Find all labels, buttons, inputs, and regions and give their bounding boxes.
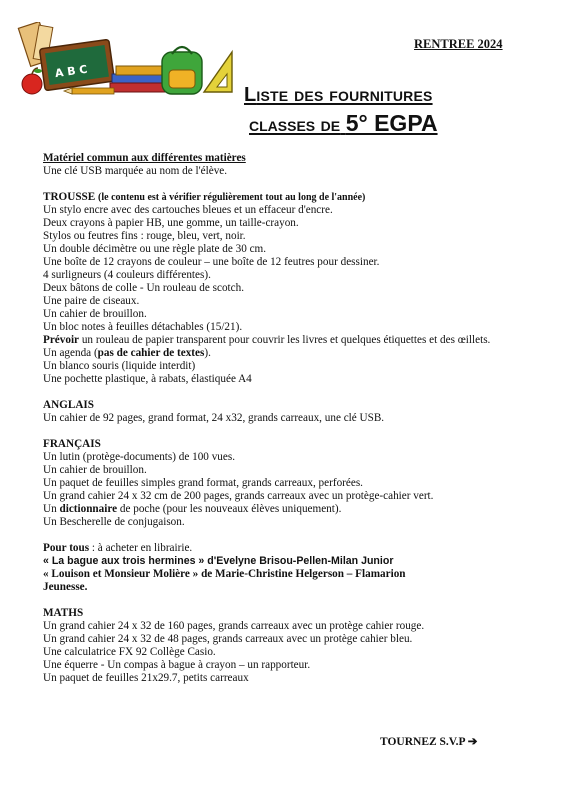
list-item: Un blanco souris (liquide interdit) <box>43 360 196 372</box>
page-title-line2 <box>249 110 438 137</box>
school-year-heading: RENTREE 2024 <box>414 37 503 51</box>
list-item: Une calculatrice FX 92 Collège Casio. <box>43 646 216 658</box>
title-initial: L <box>244 84 257 106</box>
title-classes: classes de <box>249 114 341 136</box>
dico-pre: Un <box>43 503 60 515</box>
list-item: Un paquet de feuilles 21x29.7, petits carreaux <box>43 672 249 684</box>
pencil-icon <box>64 88 114 94</box>
school-supplies-clipart <box>12 22 234 100</box>
prevoir-item <box>43 334 533 347</box>
prevoir-text: un rouleau de papier transparent pour couvrir les livres et quelques étiquettes et des œillets. <box>79 334 491 346</box>
set-square-icon <box>204 52 232 92</box>
chalkboard-icon <box>39 39 114 90</box>
trousse-title: TROUSSE <box>43 191 96 203</box>
list-item: Un cahier de 92 pages, grand format, 24 x32, grands carreaux, une clé USB. <box>43 412 385 424</box>
page-title-line1 <box>244 84 433 107</box>
list-item: Un paquet de feuilles simples grand format, grands carreaux, perforées. <box>43 477 363 489</box>
list-item: Un double décimètre ou une règle plate de 30 cm. <box>43 243 267 255</box>
dico-post: de poche (pour les nouveaux élèves uniquement). <box>117 503 342 515</box>
trousse-note: (le contenu est à vérifier régulièrement tout au long de l'année) <box>98 192 366 203</box>
title-rest: iste des fournitures <box>256 84 433 106</box>
agenda-emphasis: pas de cahier de textes <box>97 347 205 359</box>
prevoir-label: Prévoir <box>43 334 80 346</box>
list-item: Une paire de ciseaux. <box>43 295 140 307</box>
list-item: Stylos ou feutres fins : rouge, bleu, vert, noir. <box>43 230 246 242</box>
list-item: Un grand cahier 24 x 32 cm de 200 pages, grands carreaux avec un protège-cahier vert. <box>43 490 434 502</box>
list-item: Un cahier de brouillon. <box>43 464 147 476</box>
pour-tous-line <box>43 542 533 555</box>
dictionary-item <box>43 503 533 516</box>
trousse-heading <box>43 191 533 204</box>
turn-page-note <box>380 734 477 748</box>
agenda-item <box>43 347 533 360</box>
list-item: Un cahier de brouillon. <box>43 308 147 320</box>
common-heading: Matériel commun aux différentes matières <box>43 152 246 164</box>
turn-page-text: TOURNEZ S.V.P <box>380 736 465 748</box>
list-item: Une boîte de 12 crayons de couleur – une boîte de 12 feutres pour dessiner. <box>43 256 380 268</box>
book-title-2: « Louison et Monsieur Molière » de Marie-Christine Helgerson – Flamarion <box>43 568 406 580</box>
svg-text:A B C: A B C <box>54 62 89 81</box>
maths-heading: MATHS <box>43 607 84 619</box>
anglais-heading: ANGLAIS <box>43 399 94 411</box>
agenda-pre: Un agenda ( <box>43 347 98 359</box>
list-item: Deux bâtons de colle - Un rouleau de scotch. <box>43 282 244 294</box>
list-item: Un Bescherelle de conjugaison. <box>43 516 185 528</box>
apple-icon <box>22 68 42 94</box>
pour-tous-label: Pour tous <box>43 542 90 554</box>
agenda-post: ). <box>204 347 211 359</box>
books-icon <box>110 66 170 92</box>
list-item: Un lutin (protège-documents) de 100 vues. <box>43 451 236 463</box>
dico-emphasis: dictionnaire <box>59 503 118 515</box>
francais-heading: FRANÇAIS <box>43 438 101 450</box>
list-item: Une clé USB marquée au nom de l'élève. <box>43 165 228 177</box>
backpack-icon <box>162 47 202 94</box>
list-item: Un bloc notes à feuilles détachables (15/21). <box>43 321 243 333</box>
arrow-right-icon: ➔ <box>467 736 478 748</box>
list-item: Une équerre - Un compas à bague à crayon – un rapporteur. <box>43 659 311 671</box>
list-item: Un grand cahier 24 x 32 de 160 pages, grands carreaux avec un protège cahier rouge. <box>43 620 425 632</box>
book-title-2-cont: Jeunesse. <box>43 581 88 593</box>
list-item: Une pochette plastique, à rabats, élastiquée A4 <box>43 373 252 385</box>
list-item: Un grand cahier 24 x 32 de 48 pages, grands carreaux avec un protège cahier bleu. <box>43 633 413 645</box>
title-level: 5° EGPA <box>345 110 438 136</box>
book-title-1: « La bague aux trois hermines » d'Evelyne Brisou-Pellen-Milan Junior <box>43 555 394 567</box>
list-item: Deux crayons à papier HB, une gomme, un taille-crayon. <box>43 217 299 229</box>
list-item: Un stylo encre avec des cartouches bleues et un effaceur d'encre. <box>43 204 333 216</box>
pour-tous-text: : à acheter en librairie. <box>89 542 193 554</box>
list-item: 4 surligneurs (4 couleurs différentes). <box>43 269 211 281</box>
supplies-list <box>43 152 533 685</box>
